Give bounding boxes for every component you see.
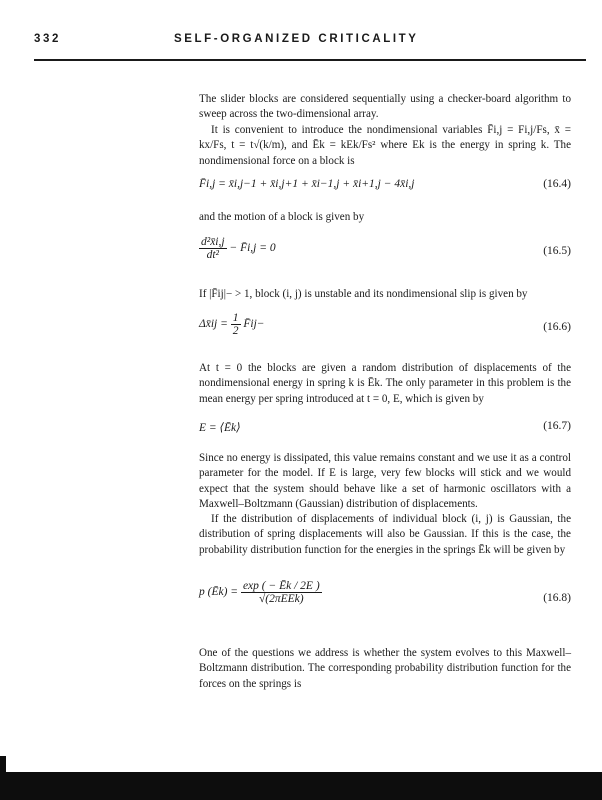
equation-16-6-expression: Δx̄ij = $\frac{1}{2}$ F̄ij− xyxy=(199,312,265,337)
paragraph-unstable-block: If |F̄ij|− > 1, block (i, j) is unstable and its nondimensional slip is given by xyxy=(199,288,528,300)
equation-16-4-expression: F̄i,j = x̄i,j−1 + x̄i,j+1 + x̄i−1,j + x̄i+1,j − 4x̄i,j xyxy=(199,178,415,190)
paragraph-checkerboard: The slider blocks are considered sequentially using a checker-board algorithm to sweep across the two-dimensional array. xyxy=(199,93,571,121)
header-rule xyxy=(34,59,586,61)
equation-16-8-label: (16.8) xyxy=(543,592,571,604)
page-number: 332 xyxy=(34,33,61,45)
equation-16-7-label: (16.7) xyxy=(543,420,571,432)
equation-16-8-expression: p (Ēk) = $\frac{\exp ( - Ēk / 2E )}{\text{√(2πEEk)}}$ xyxy=(199,580,320,605)
equation-16-5-label: (16.5) xyxy=(543,245,571,257)
paragraph-nondimensional-variables: It is convenient to introduce the nondimensional variables F̄i,j = Fi,j/Fs, x̄ = kx/Fs, t = t√(k/m), and Ēk = kEk/Fs² where Ek is the energy in spring k. The nondimensional force on a block is xyxy=(199,124,571,167)
scan-edge-mark xyxy=(0,756,6,772)
equation-16-8 xyxy=(199,578,571,624)
equation-16-5 xyxy=(199,236,571,268)
equation-16-7 xyxy=(199,420,571,438)
paragraph-gaussian: If the distribution of displacements of individual block (i, j) is Gaussian, the distribution of spring displacements will also be Gaussian. If this is the case, the probability distribution function for the energies in the springs Ēk will be given by xyxy=(199,513,571,556)
paragraph-energy-conserved: Since no energy is dissipated, this value remains constant and we use it as a control parameter for the model. If E is large, very few blocks will stick and we would expect that the system should behave like a set of harmonic oscillators with a Maxwell–Boltzmann (Gaussian) distribution of displacements. xyxy=(199,452,571,510)
running-title: SELF-ORGANIZED CRITICALITY xyxy=(174,33,419,45)
page-header xyxy=(34,33,586,53)
equation-16-4 xyxy=(199,178,571,196)
equation-16-6-label: (16.6) xyxy=(543,321,571,333)
equation-16-7-expression: E = ⟨Ēk⟩ xyxy=(199,422,241,434)
equation-16-6 xyxy=(199,312,571,344)
equation-16-4-label: (16.4) xyxy=(543,178,571,190)
equation-16-5-expression: $\frac{\text{d²x̄i,j}}{\text{dt²}}$ − F̄i,j = 0 xyxy=(201,236,276,261)
paragraph-maxwell-boltzmann-question: One of the questions we address is whether the system evolves to this Maxwell–Boltzmann distribution. The corresponding probability distribution function for the forces on the springs is xyxy=(199,647,571,690)
paragraph-random-distribution: At t = 0 the blocks are given a random distribution of displacements of the nondimensional energy in spring k is Ēk. The only parameter in this problem is the mean energy per spring introduced at t = 0, E, which is given by xyxy=(199,362,571,405)
paragraph-motion: and the motion of a block is given by xyxy=(199,211,365,223)
scan-bottom-border xyxy=(0,772,602,800)
